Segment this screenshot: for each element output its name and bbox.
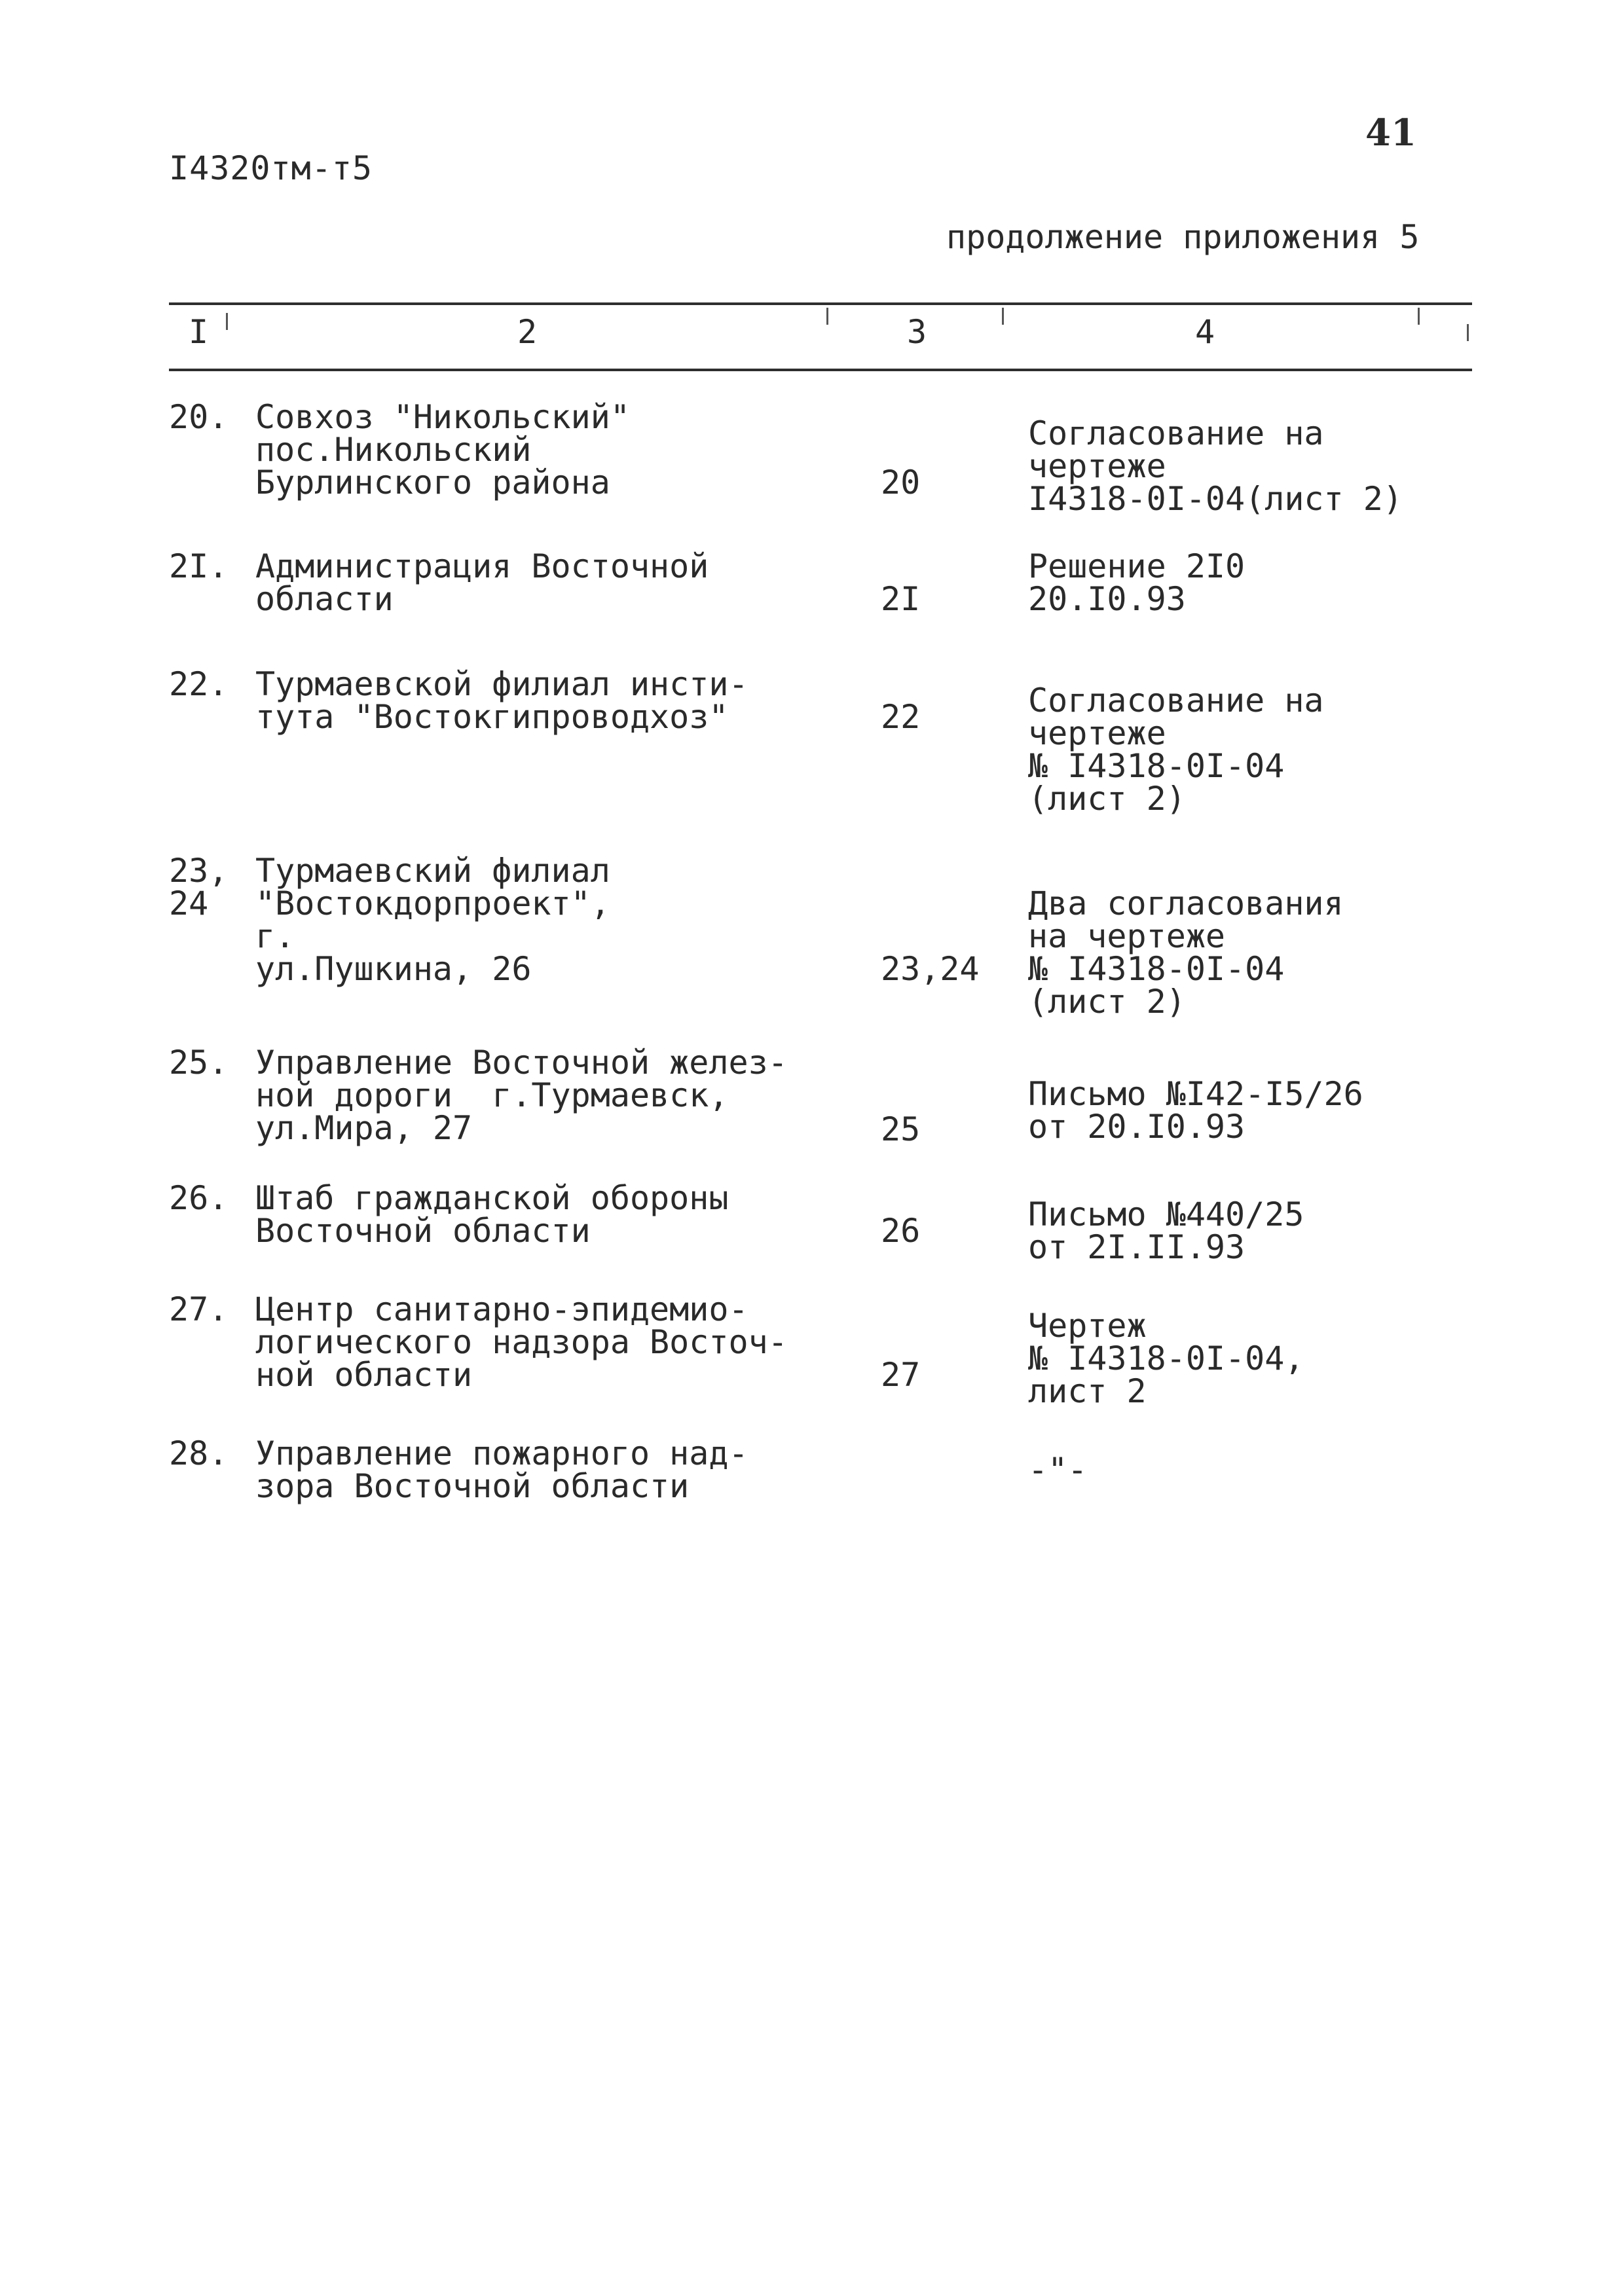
approval-document: Согласование на чертеже № I4318-0I-04 (лист 2) [1028,682,1324,818]
column-separator-tick [1467,324,1469,341]
table-top-rule [169,302,1472,305]
row-number: 20. [169,398,229,436]
approval-document: Письмо №I42-I5/26 от 20.I0.93 [1028,1075,1363,1146]
reference-number: 22 [881,698,921,736]
row-number: 28. [169,1434,229,1472]
page-number: 41 [1365,111,1416,155]
organization-name: Совхоз "Никольский" пос.Никольский Бурлинского района [255,398,630,501]
approval-document: Два согласования на чертеже № I4318-0I-04 (лист 2) [1028,884,1344,1021]
approval-document: -"- [1028,1451,1088,1489]
reference-number: 27 [881,1356,921,1394]
table-header-bottom-rule [169,369,1472,371]
row-number: 26. [169,1179,229,1217]
approval-document: Согласование на чертеже I4318-0I-04(лист 2) [1028,414,1403,518]
organization-name: Турмаевской филиал инсти- тута "Востокгипроводхоз" [255,665,748,736]
reference-number: 25 [881,1110,921,1148]
approval-document: Чертеж № I4318-0I-04, лист 2 [1028,1307,1304,1410]
organization-name: Управление Восточной желез- ной дороги г.Турмаевск, ул.Мира, 27 [255,1044,788,1147]
reference-number: 20 [881,464,921,501]
continuation-note: продолжение приложения 5 [946,218,1420,256]
row-number: 2I. [169,547,229,585]
document-code: I4320тм-т5 [169,149,373,187]
organization-name: Администрация Восточной области [255,547,709,618]
organization-name: Управление пожарного над- зора Восточной области [255,1434,748,1505]
approval-document: Письмо №440/25 от 2I.II.93 [1028,1195,1304,1266]
column-separator-tick [1002,308,1004,325]
column-header-2: 2 [517,313,538,351]
row-number: 25. [169,1044,229,1082]
row-number: 22. [169,665,229,703]
organization-name: Центр санитарно-эпидемио- логического надзора Восточ- ной области [255,1290,788,1394]
reference-number: 23,24 [881,950,980,988]
row-number: 27. [169,1290,229,1328]
organization-name: Турмаевский филиал "Востокдорпроект", г. ул.Пушкина, 26 [255,852,610,988]
reference-number: 26 [881,1212,921,1250]
reference-number: 2I [881,580,921,618]
organization-name: Штаб гражданской обороны Восточной области [255,1179,729,1250]
row-number: 23, 24 [169,852,229,922]
column-separator-tick [826,308,828,325]
approval-document: Решение 2I0 20.I0.93 [1028,547,1246,618]
column-header-4: 4 [1195,313,1215,351]
column-separator-tick [226,313,228,330]
column-header-3: 3 [907,313,927,351]
column-separator-tick [1418,308,1420,325]
column-header-1: I [189,313,209,351]
